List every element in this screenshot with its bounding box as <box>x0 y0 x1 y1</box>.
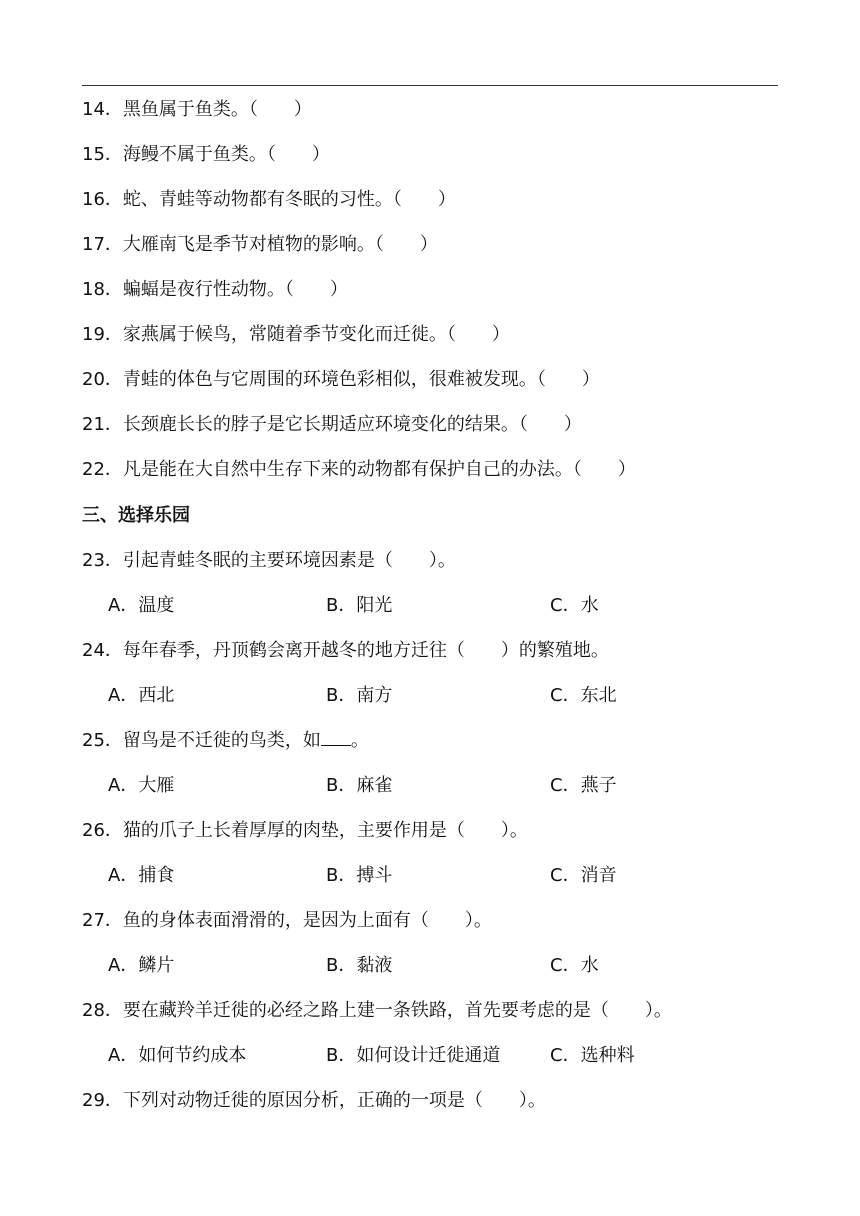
question-24: 24．每年春季，丹顶鹤会离开越冬的地方迁往（ ）的繁殖地。 <box>82 640 609 661</box>
q25-option-b: B．麻雀 <box>326 775 393 796</box>
q24-option-b: B．南方 <box>326 685 393 706</box>
q27-option-c: C．水 <box>550 955 599 976</box>
question-16: 16．蛇、青蛙等动物都有冬眠的习性。（ ） <box>82 189 456 210</box>
question-27: 27．鱼的身体表面滑滑的，是因为上面有（ ）。 <box>82 910 492 931</box>
question-20: 20．青蛙的体色与它周围的环境色彩相似，很难被发现。（ ） <box>82 369 600 390</box>
q28-option-a: A．如何节约成本 <box>108 1045 247 1066</box>
question-19: 19．家燕属于候鸟，常随着季节变化而迁徙。（ ） <box>82 324 510 345</box>
q25-option-a: A．大雁 <box>108 775 175 796</box>
q24-option-a: A．西北 <box>108 685 175 706</box>
q26-option-a: A．捕食 <box>108 865 175 886</box>
q25-option-c: C．燕子 <box>550 775 617 796</box>
top-divider <box>82 85 778 86</box>
q23-option-c: C．水 <box>550 595 599 616</box>
question-29: 29．下列对动物迁徙的原因分析，正确的一项是（ ）。 <box>82 1090 546 1111</box>
question-15: 15．海鳗不属于鱼类。（ ） <box>82 144 330 165</box>
q28-option-c: C．选种料 <box>550 1045 635 1066</box>
q24-option-c: C．东北 <box>550 685 617 706</box>
question-25 <box>82 729 369 753</box>
question-23: 23．引起青蛙冬眠的主要环境因素是（ ）。 <box>82 550 456 571</box>
answer-blank <box>321 729 351 746</box>
section-heading: 三、选择乐园 <box>82 505 190 526</box>
question-22: 22．凡是能在大自然中生存下来的动物都有保护自己的办法。（ ） <box>82 459 636 480</box>
question-25-text: 25．留鸟是不迁徙的鸟类，如 <box>82 730 321 751</box>
q23-option-b: B．阳光 <box>326 595 393 616</box>
q27-option-b: B．黏液 <box>326 955 393 976</box>
q26-option-c: C．消音 <box>550 865 617 886</box>
question-18: 18．蝙蝠是夜行性动物。（ ） <box>82 279 348 300</box>
q27-option-a: A．鳞片 <box>108 955 175 976</box>
question-26: 26．猫的爪子上长着厚厚的肉垫，主要作用是（ ）。 <box>82 820 528 841</box>
question-28: 28．要在藏羚羊迁徙的必经之路上建一条铁路，首先要考虑的是（ ）。 <box>82 1000 672 1021</box>
question-21: 21．长颈鹿长长的脖子是它长期适应环境变化的结果。（ ） <box>82 414 582 435</box>
q26-option-b: B．搏斗 <box>326 865 393 886</box>
q28-option-b: B．如何设计迁徙通道 <box>326 1045 501 1066</box>
question-25-end: 。 <box>350 730 369 751</box>
q23-option-a: A．温度 <box>108 595 175 616</box>
question-17: 17．大雁南飞是季节对植物的影响。（ ） <box>82 234 438 255</box>
question-14: 14．黑鱼属于鱼类。（ ） <box>82 99 312 120</box>
